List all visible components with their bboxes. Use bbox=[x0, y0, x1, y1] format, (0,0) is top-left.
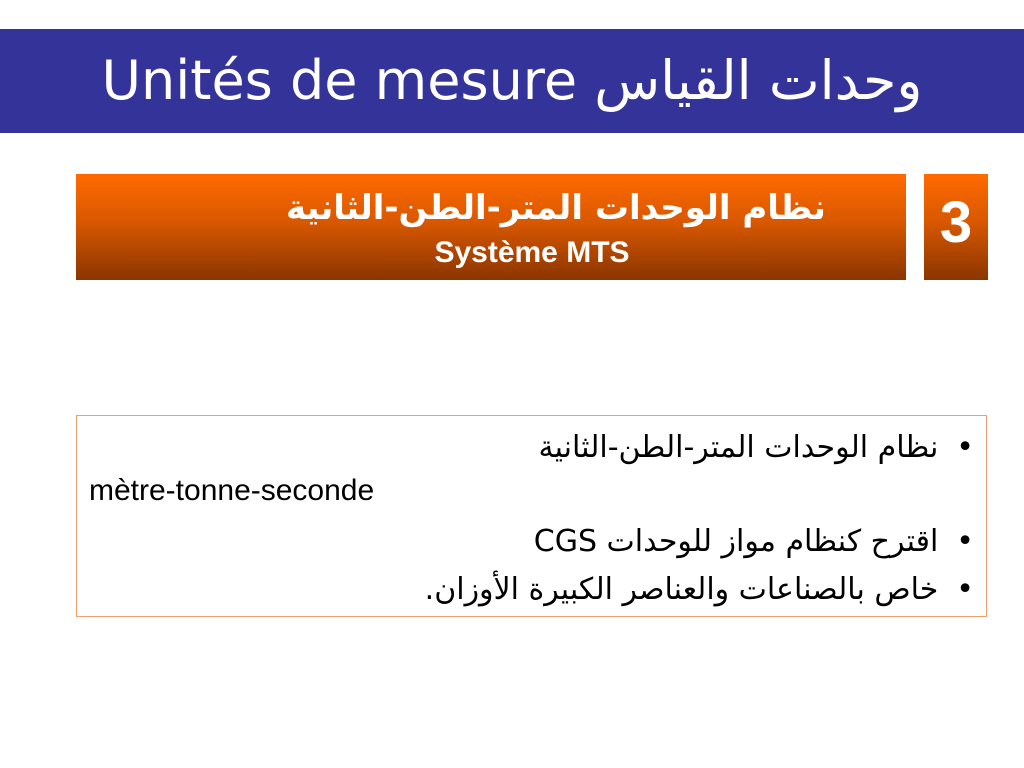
list-item bbox=[534, 524, 974, 559]
bullet-icon: • bbox=[956, 572, 974, 607]
section-title-arabic: نظام الوحدات المتر-الطن-الثانية bbox=[286, 188, 826, 228]
list-item-continuation: mètre-tonne-seconde bbox=[89, 474, 375, 507]
section-title-french: Système MTS bbox=[434, 236, 630, 269]
section-header bbox=[76, 174, 906, 280]
bullet-icon: • bbox=[956, 524, 974, 559]
list-item bbox=[539, 430, 974, 465]
list-item-text: نظام الوحدات المتر-الطن-الثانية bbox=[538, 430, 939, 465]
list-item-text: اقترح كنظام مواز للوحدات CGS bbox=[533, 524, 939, 559]
page-title: Unités de mesure وحدات القياس bbox=[101, 49, 923, 112]
bullet-icon: • bbox=[956, 430, 974, 465]
content-box bbox=[76, 415, 987, 617]
title-bar bbox=[0, 29, 1024, 133]
section-number: 3 bbox=[924, 174, 988, 280]
list-item bbox=[425, 572, 974, 607]
list-item-text: خاص بالصناعات والعناصر الكبيرة الأوزان. bbox=[424, 572, 939, 607]
